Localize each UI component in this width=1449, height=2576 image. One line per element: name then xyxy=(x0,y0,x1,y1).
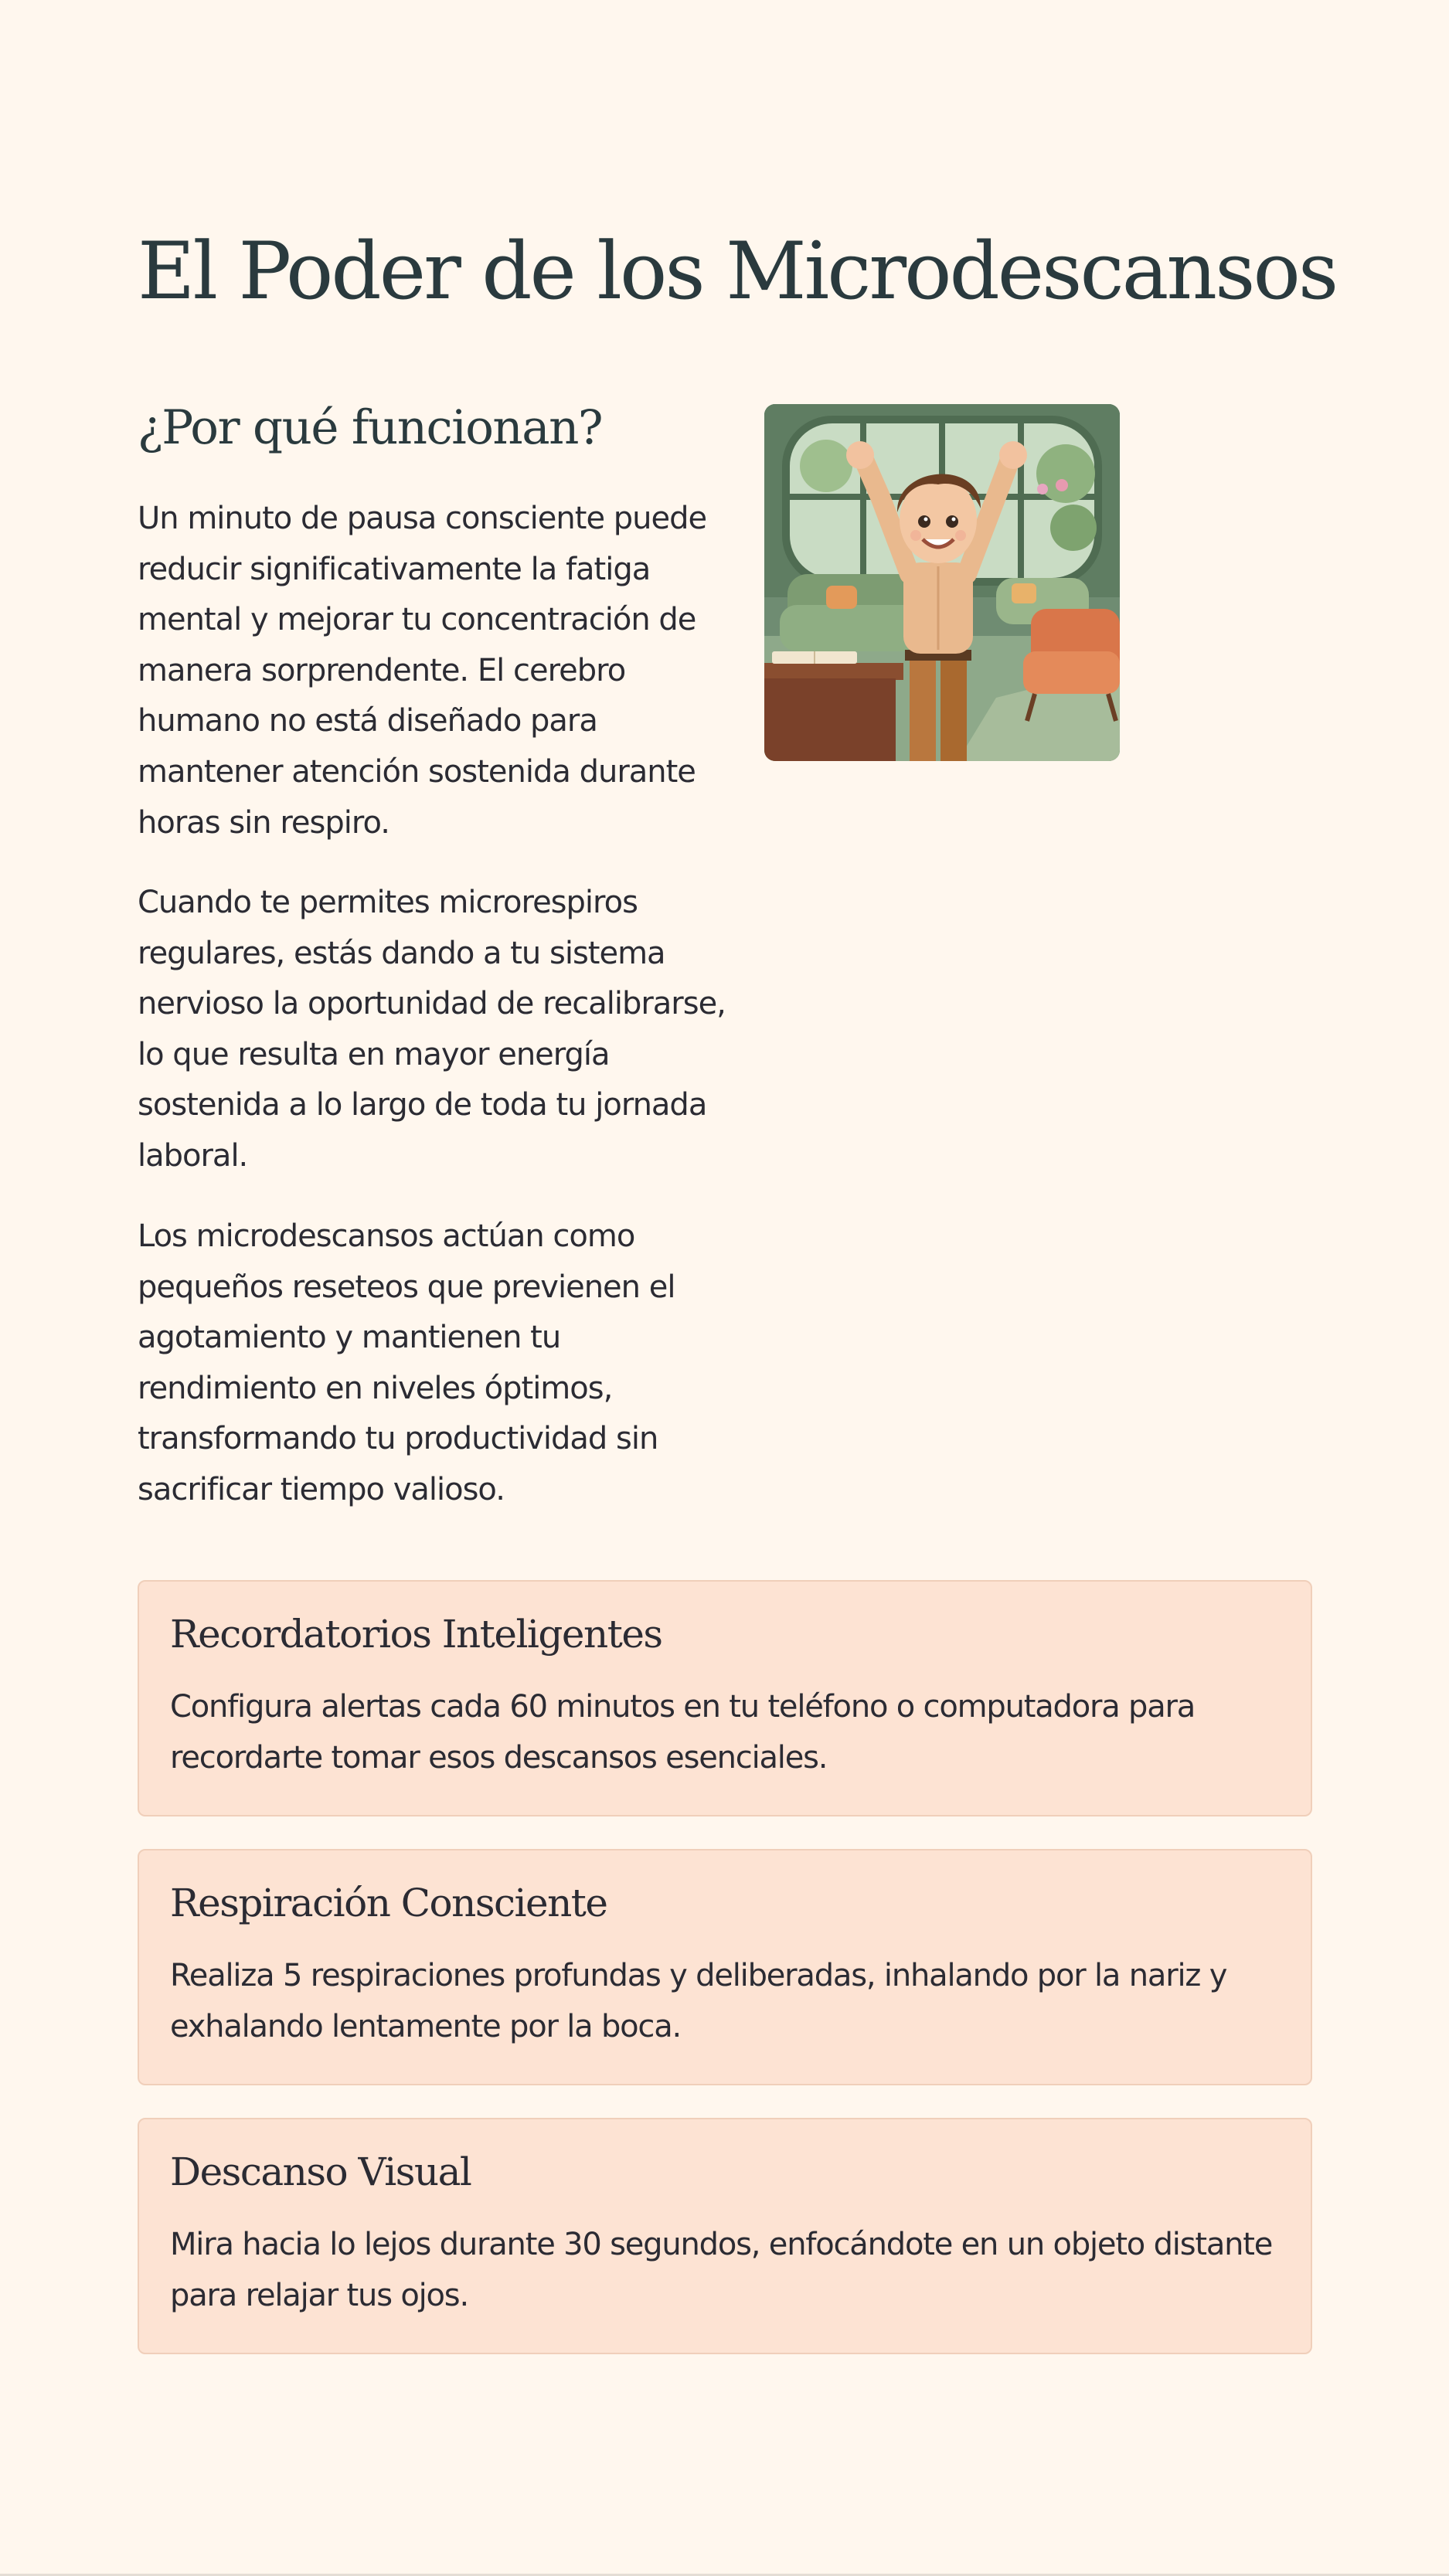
tip-card-title: Descanso Visual xyxy=(170,2149,471,2194)
tip-card xyxy=(138,1580,1312,1816)
hero-illustration xyxy=(764,404,1120,761)
paragraph-1: Un minuto de pausa consciente puede reducir significativamente la fatiga mental y mejorar tu concentración de manera sorprendente. El cerebro humano no está diseñado para mantener atención sostenida durante horas sin respiro. xyxy=(138,501,707,841)
tip-card xyxy=(138,1849,1312,2085)
paragraph-3: Los microdescansos actúan como pequeños reseteos que previenen el agotamiento y mantienen tu rendimiento en niveles óptimos, transformando tu productividad sin sacrificar tiempo valioso. xyxy=(138,1218,675,1507)
tip-card-text: Realiza 5 respiraciones profundas y deliberadas, inhalando por la nariz y exhalando lentamente por la boca. xyxy=(170,1958,1227,2044)
cartoon-boy-cheering-image xyxy=(764,404,1120,761)
tip-card-text: Configura alertas cada 60 minutos en tu teléfono o computadora para recordarte tomar esos descansos esenciales. xyxy=(170,1689,1196,1776)
section-subtitle: ¿Por qué funcionan? xyxy=(138,400,603,455)
page-title: El Poder de los Microdescansos xyxy=(138,226,1337,318)
tip-card-text: Mira hacia lo lejos durante 30 segundos, enfocándote en un objeto distante para relajar tus ojos. xyxy=(170,2227,1273,2313)
tip-card-title: Respiración Consciente xyxy=(170,1881,607,1925)
tip-card-title: Recordatorios Inteligentes xyxy=(170,1612,662,1657)
paragraph-2: Cuando te permites microrespiros regulares, estás dando a tu sistema nervioso la oportunidad de recalibrarse, lo que resulta en mayor energía sostenida a lo largo de toda tu jornada laboral. xyxy=(138,885,726,1174)
tip-card xyxy=(138,2118,1312,2354)
